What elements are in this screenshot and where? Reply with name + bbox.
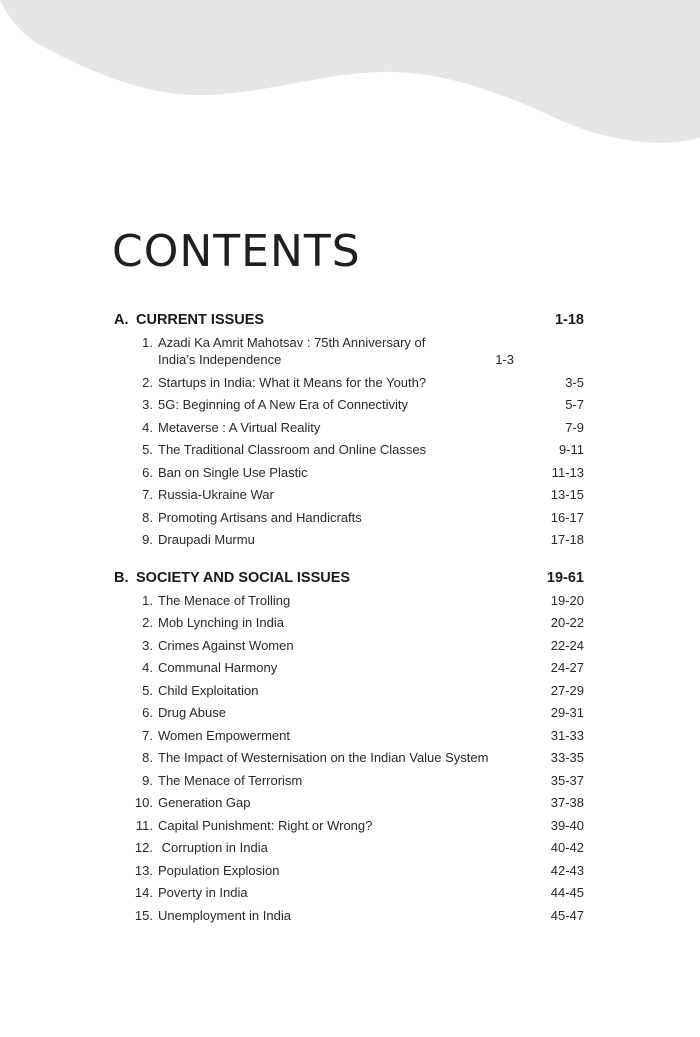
entry-number: 6. bbox=[142, 464, 153, 480]
entry-pages: 19-20 bbox=[550, 592, 584, 608]
entry-title: Corruption in India bbox=[158, 840, 268, 855]
entry-number: 13. bbox=[134, 862, 153, 878]
entry-number: 5. bbox=[142, 682, 153, 698]
toc-entry[interactable] bbox=[114, 679, 584, 702]
entry-title: Mob Lynching in India bbox=[158, 615, 284, 630]
table-of-contents bbox=[114, 308, 584, 927]
entry-title: Communal Harmony bbox=[158, 660, 278, 675]
toc-entry[interactable] bbox=[114, 589, 584, 612]
wave-shape bbox=[0, 0, 700, 143]
entry-title: Ban on Single Use Plastic bbox=[158, 464, 308, 480]
entry-title: Draupadi Murmu bbox=[158, 532, 255, 547]
entry-title: Azadi Ka Amrit Mahotsav : 75th Anniversary of India’s Independence bbox=[158, 334, 426, 367]
entry-title: Child Exploitation bbox=[158, 682, 259, 698]
toc-entry[interactable] bbox=[114, 747, 584, 770]
toc-entry[interactable] bbox=[114, 612, 584, 635]
entry-number: 7. bbox=[142, 487, 153, 502]
entry-title: Generation Gap bbox=[158, 795, 251, 810]
entry-title: The Menace of Trolling bbox=[158, 592, 291, 608]
entry-pages: 40-42 bbox=[550, 840, 584, 855]
entry-title: Startups in India: What it Means for the Youth? bbox=[158, 374, 427, 390]
entry-title: Poverty in India bbox=[158, 885, 248, 900]
entry-pages: 31-33 bbox=[550, 727, 584, 743]
toc-entry[interactable] bbox=[114, 814, 584, 837]
entry-number: 1. bbox=[142, 592, 153, 608]
entry-title: Population Explosion bbox=[158, 862, 280, 878]
entry-pages: 5-7 bbox=[565, 397, 584, 412]
entry-number: 7. bbox=[142, 727, 153, 743]
entry-title: The Menace of Terrorism bbox=[158, 772, 303, 788]
entry-pages: 1-3 bbox=[495, 352, 514, 367]
section-heading[interactable] bbox=[114, 566, 584, 589]
header-wave-decoration bbox=[0, 0, 700, 150]
entry-title: Drug Abuse bbox=[158, 705, 226, 720]
entry-title: Unemployment in India bbox=[158, 907, 291, 923]
toc-entry[interactable] bbox=[114, 769, 584, 792]
entry-title: The Impact of Westernisation on the Indian Value System bbox=[158, 750, 489, 765]
toc-entry[interactable] bbox=[114, 792, 584, 815]
toc-entry[interactable] bbox=[114, 529, 584, 552]
toc-entry[interactable] bbox=[114, 506, 584, 529]
entry-number: 6. bbox=[142, 705, 153, 720]
toc-entry[interactable] bbox=[114, 882, 584, 905]
entry-number: 3. bbox=[142, 637, 153, 653]
entry-number: 1. bbox=[142, 334, 153, 350]
entry-pages: 11-13 bbox=[551, 464, 584, 480]
page-title: CONTENTS bbox=[112, 226, 361, 277]
entry-pages: 7-9 bbox=[565, 419, 584, 435]
toc-entry[interactable] bbox=[114, 461, 584, 484]
toc-entry[interactable] bbox=[114, 484, 584, 507]
section-title: SOCIETY AND SOCIAL ISSUES bbox=[136, 569, 351, 586]
toc-entry[interactable] bbox=[114, 859, 584, 882]
entry-pages: 33-35 bbox=[550, 750, 584, 765]
entry-number: 2. bbox=[142, 615, 153, 630]
entry-title: Metaverse : A Virtual Reality bbox=[158, 419, 321, 435]
toc-entry[interactable] bbox=[114, 702, 584, 725]
toc-entry[interactable] bbox=[114, 394, 584, 417]
entry-pages: 35-37 bbox=[550, 772, 584, 788]
entry-pages: 24-27 bbox=[550, 660, 584, 675]
toc-entry[interactable] bbox=[114, 439, 584, 462]
toc-section-current-issues bbox=[114, 308, 584, 551]
entry-pages: 29-31 bbox=[550, 705, 584, 720]
toc-entry[interactable] bbox=[114, 416, 584, 439]
entry-number: 9. bbox=[142, 532, 153, 547]
entry-title: Russia-Ukraine War bbox=[158, 487, 274, 502]
entry-number: 5. bbox=[142, 442, 153, 457]
entry-number: 8. bbox=[142, 509, 153, 525]
entry-pages: 37-38 bbox=[550, 795, 584, 810]
entry-title: Women Empowerment bbox=[158, 727, 290, 743]
entry-number: 15. bbox=[134, 907, 153, 923]
entry-number: 4. bbox=[142, 660, 153, 675]
entry-number: 11. bbox=[135, 817, 153, 833]
entry-number: 3. bbox=[142, 397, 153, 412]
entry-title: 5G: Beginning of A New Era of Connectivity bbox=[158, 397, 409, 412]
toc-entry[interactable] bbox=[114, 634, 584, 657]
entry-number: 9. bbox=[142, 772, 153, 788]
entry-pages: 45-47 bbox=[550, 907, 584, 923]
entry-pages: 27-29 bbox=[550, 682, 584, 698]
toc-section-society-and-social-issues bbox=[114, 566, 584, 927]
entry-title: The Traditional Classroom and Online Classes bbox=[158, 442, 427, 457]
toc-entry[interactable] bbox=[114, 724, 584, 747]
section-letter: B. bbox=[114, 569, 129, 586]
entry-number: 8. bbox=[142, 750, 153, 765]
entry-number: 10. bbox=[134, 795, 153, 810]
section-heading[interactable] bbox=[114, 308, 584, 331]
entry-pages: 9-11 bbox=[558, 442, 584, 457]
entry-pages: 13-15 bbox=[550, 487, 584, 502]
entry-number: 14. bbox=[134, 885, 153, 900]
entry-number: 2. bbox=[142, 374, 153, 390]
entry-pages: 39-40 bbox=[550, 817, 584, 833]
entry-pages: 22-24 bbox=[550, 637, 584, 653]
entry-title: Crimes Against Women bbox=[158, 637, 294, 653]
entry-number: 4. bbox=[142, 419, 153, 435]
section-pages: 19-61 bbox=[546, 569, 584, 586]
entry-title: Capital Punishment: Right or Wrong? bbox=[158, 817, 373, 833]
entry-number: 12. bbox=[134, 840, 153, 855]
toc-entry[interactable] bbox=[114, 371, 584, 394]
toc-entry[interactable] bbox=[114, 837, 584, 860]
entry-pages: 17-18 bbox=[550, 532, 584, 547]
toc-entry[interactable] bbox=[114, 904, 584, 927]
toc-entry[interactable] bbox=[114, 331, 584, 371]
entry-pages: 3-5 bbox=[565, 374, 584, 390]
entry-pages: 42-43 bbox=[550, 862, 584, 878]
entry-pages: 44-45 bbox=[550, 885, 584, 900]
entry-pages: 20-22 bbox=[550, 615, 584, 630]
entry-title: Promoting Artisans and Handicrafts bbox=[158, 509, 362, 525]
section-title: CURRENT ISSUES bbox=[136, 311, 265, 328]
entry-pages: 16-17 bbox=[550, 509, 584, 525]
toc-entry[interactable] bbox=[114, 657, 584, 680]
section-letter: A. bbox=[114, 311, 129, 328]
section-pages: 1-18 bbox=[554, 311, 584, 328]
